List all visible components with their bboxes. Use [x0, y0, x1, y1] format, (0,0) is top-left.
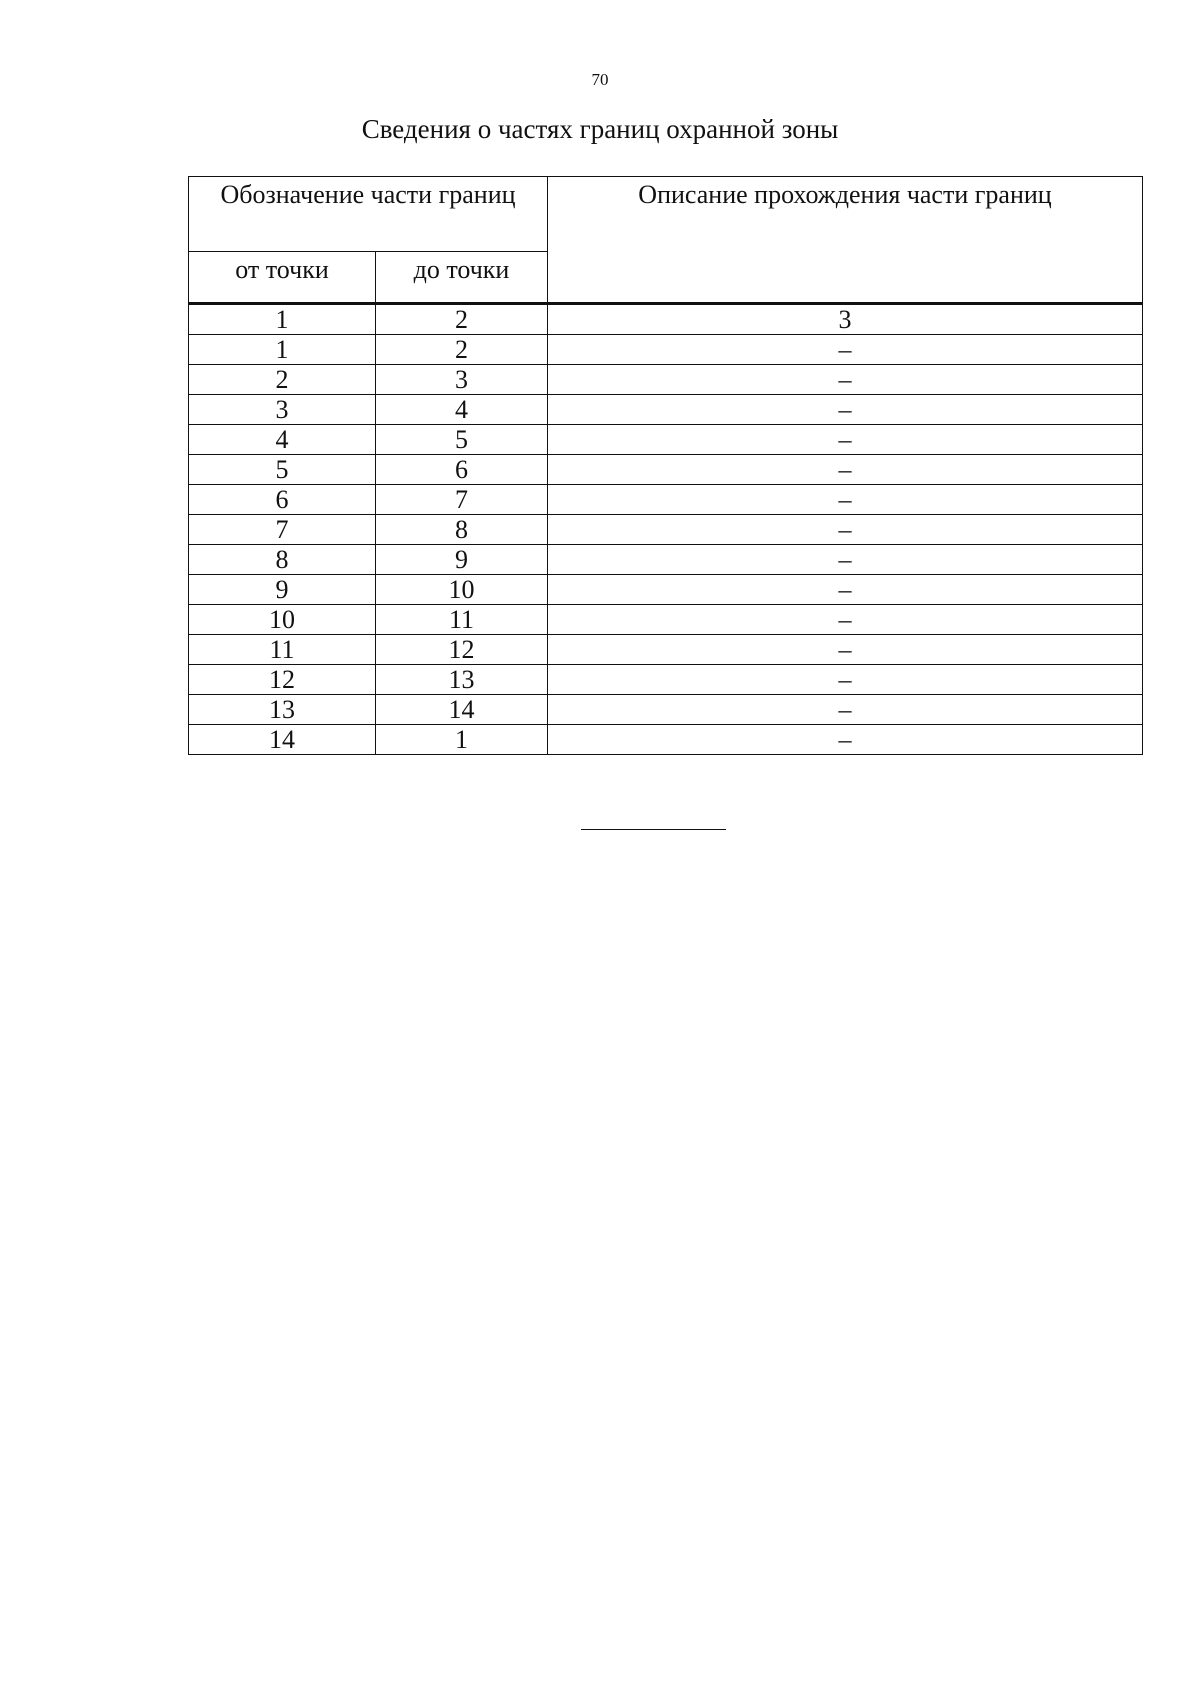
column-number: 2	[376, 304, 548, 335]
cell-description: –	[548, 365, 1143, 395]
table-row	[189, 665, 1143, 695]
cell-from: 13	[189, 695, 376, 725]
cell-from: 2	[189, 365, 376, 395]
table-row	[189, 695, 1143, 725]
cell-to: 4	[376, 395, 548, 425]
cell-to: 14	[376, 695, 548, 725]
cell-to: 7	[376, 485, 548, 515]
header-to: до точки	[376, 252, 548, 304]
cell-description: –	[548, 605, 1143, 635]
cell-description: –	[548, 455, 1143, 485]
cell-from: 3	[189, 395, 376, 425]
closing-line	[581, 829, 726, 830]
cell-description: –	[548, 725, 1143, 755]
cell-to: 8	[376, 515, 548, 545]
header-description: Описание прохождения части границ	[548, 177, 1143, 304]
boundary-table	[188, 176, 1143, 755]
table-row	[189, 485, 1143, 515]
cell-description: –	[548, 395, 1143, 425]
cell-from: 11	[189, 635, 376, 665]
cell-to: 12	[376, 635, 548, 665]
page-number: 70	[591, 70, 609, 89]
cell-to: 2	[376, 335, 548, 365]
cell-from: 12	[189, 665, 376, 695]
cell-to: 13	[376, 665, 548, 695]
column-number: 1	[189, 304, 376, 335]
table-row	[189, 395, 1143, 425]
table-row	[189, 515, 1143, 545]
column-numbers-row	[189, 304, 1143, 335]
cell-description: –	[548, 545, 1143, 575]
cell-from: 10	[189, 605, 376, 635]
cell-to: 3	[376, 365, 548, 395]
column-number: 3	[548, 304, 1143, 335]
header-from: от точки	[189, 252, 376, 304]
cell-from: 7	[189, 515, 376, 545]
cell-description: –	[548, 485, 1143, 515]
cell-from: 1	[189, 335, 376, 365]
cell-to: 9	[376, 545, 548, 575]
table-row	[189, 425, 1143, 455]
cell-description: –	[548, 635, 1143, 665]
table-row	[189, 545, 1143, 575]
table-row	[189, 725, 1143, 755]
cell-description: –	[548, 515, 1143, 545]
cell-description: –	[548, 575, 1143, 605]
cell-description: –	[548, 695, 1143, 725]
cell-from: 5	[189, 455, 376, 485]
header-row	[189, 177, 1143, 252]
cell-to: 1	[376, 725, 548, 755]
cell-to: 11	[376, 605, 548, 635]
cell-from: 9	[189, 575, 376, 605]
header-group: Обозначение части границ	[189, 177, 548, 252]
table-row	[189, 575, 1143, 605]
table-row	[189, 335, 1143, 365]
cell-description: –	[548, 335, 1143, 365]
cell-to: 5	[376, 425, 548, 455]
cell-to: 10	[376, 575, 548, 605]
cell-from: 6	[189, 485, 376, 515]
cell-from: 4	[189, 425, 376, 455]
table-row	[189, 365, 1143, 395]
cell-description: –	[548, 665, 1143, 695]
table-body	[189, 177, 1143, 755]
cell-description: –	[548, 425, 1143, 455]
page-title: Сведения о частях границ охранной зоны	[361, 114, 839, 144]
cell-to: 6	[376, 455, 548, 485]
table-row	[189, 455, 1143, 485]
cell-from: 8	[189, 545, 376, 575]
table-row	[189, 605, 1143, 635]
table-row	[189, 635, 1143, 665]
cell-from: 14	[189, 725, 376, 755]
